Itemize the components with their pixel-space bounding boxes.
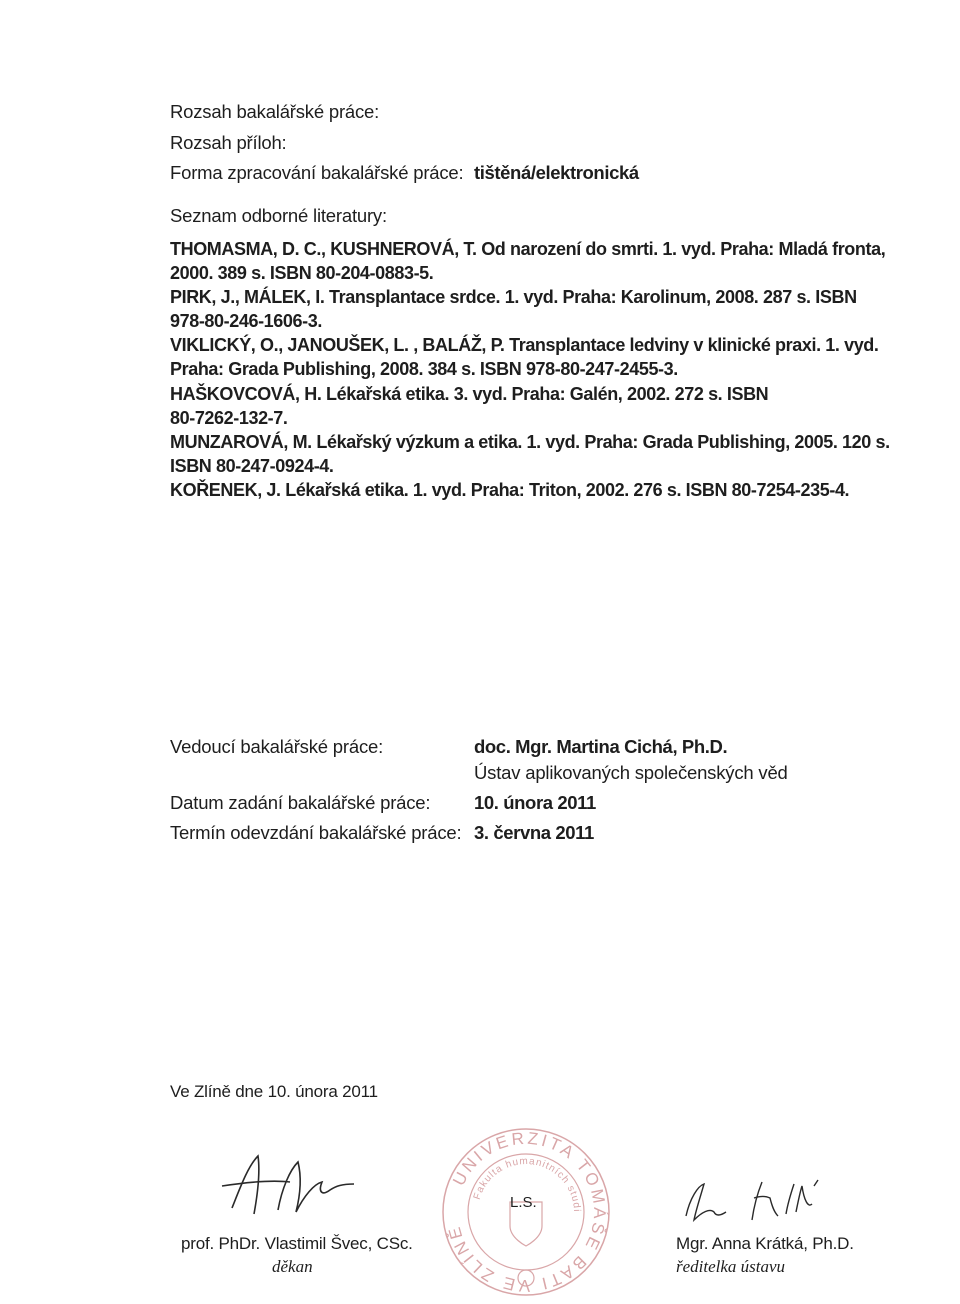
dean-role: děkan [272, 1257, 313, 1276]
place-date: Ve Zlíně dne 10. února 2011 [170, 1082, 378, 1101]
supervisor-name: doc. Mgr. Martina Cichá, Ph.D. [474, 736, 728, 757]
dean-signature [218, 1148, 358, 1220]
supervisor-label: Vedoucí bakalářské práce: [170, 736, 384, 757]
director-name: Mgr. Anna Krátká, Ph.D. [676, 1234, 854, 1253]
forma-value: tištěná/elektronická [474, 162, 639, 183]
literature-line: Praha: Grada Publishing, 2008. 384 s. ISBN 978-80-247-2455-3. [170, 359, 678, 380]
date-assigned-value: 10. února 2011 [474, 792, 596, 813]
stamp-inner-text: Fakulta humanitních studi [471, 1155, 583, 1213]
date-assigned-label: Datum zadání bakalářské práce: [170, 792, 431, 813]
literature-line: 978-80-246-1606-3. [170, 311, 322, 332]
stamp-label: L.S. [510, 1194, 537, 1211]
director-role: ředitelka ústavu [676, 1257, 786, 1276]
literature-line: KOŘENEK, J. Lékařská etika. 1. vyd. Praha: Triton, 2002. 276 s. ISBN 80-7254-235-4. [170, 479, 850, 500]
literature-line: MUNZAROVÁ, M. Lékařský výzkum a etika. 1. vyd. Praha: Grada Publishing, 2005. 120 s. [170, 431, 890, 452]
forma-label: Forma zpracování bakalářské práce: [170, 162, 464, 183]
director-signature [680, 1176, 830, 1226]
literature-heading: Seznam odborné literatury: [170, 205, 387, 226]
official-stamp [440, 1126, 612, 1298]
literature-line: 2000. 389 s. ISBN 80-204-0883-5. [170, 263, 434, 284]
literature-line: THOMASMA, D. C., KUSHNEROVÁ, T. Od narození do smrti. 1. vyd. Praha: Mladá fronta, [170, 239, 886, 259]
supervisor-dept: Ústav aplikovaných společenských věd [474, 762, 788, 783]
literature-line: VIKLICKÝ, O., JANOUŠEK, L. , BALÁŽ, P. Transplantace ledviny v klinické praxi. 1. vyd. [170, 335, 879, 356]
deadline-label: Termín odevzdání bakalářské práce: [170, 822, 462, 843]
rozsah-prace-label: Rozsah bakalářské práce: [170, 101, 380, 122]
literature-line: HAŠKOVCOVÁ, H. Lékařská etika. 3. vyd. Praha: Galén, 2002. 272 s. ISBN [170, 383, 769, 404]
literature-line: PIRK, J., MÁLEK, I. Transplantace srdce. 1. vyd. Praha: Karolinum, 2008. 287 s. ISBN [170, 287, 857, 308]
literature-list [170, 237, 890, 502]
literature-line: ISBN 80-247-0924-4. [170, 455, 334, 476]
rozsah-priloh-label: Rozsah příloh: [170, 132, 287, 153]
literature-line: 80-7262-132-7. [170, 407, 288, 428]
deadline-value: 3. června 2011 [474, 822, 594, 843]
dean-name: prof. PhDr. Vlastimil Švec, CSc. [181, 1234, 413, 1253]
stamp-text: UNIVERZITA TOMÁŠE BATI VE ZLÍNĚ [444, 1128, 610, 1296]
